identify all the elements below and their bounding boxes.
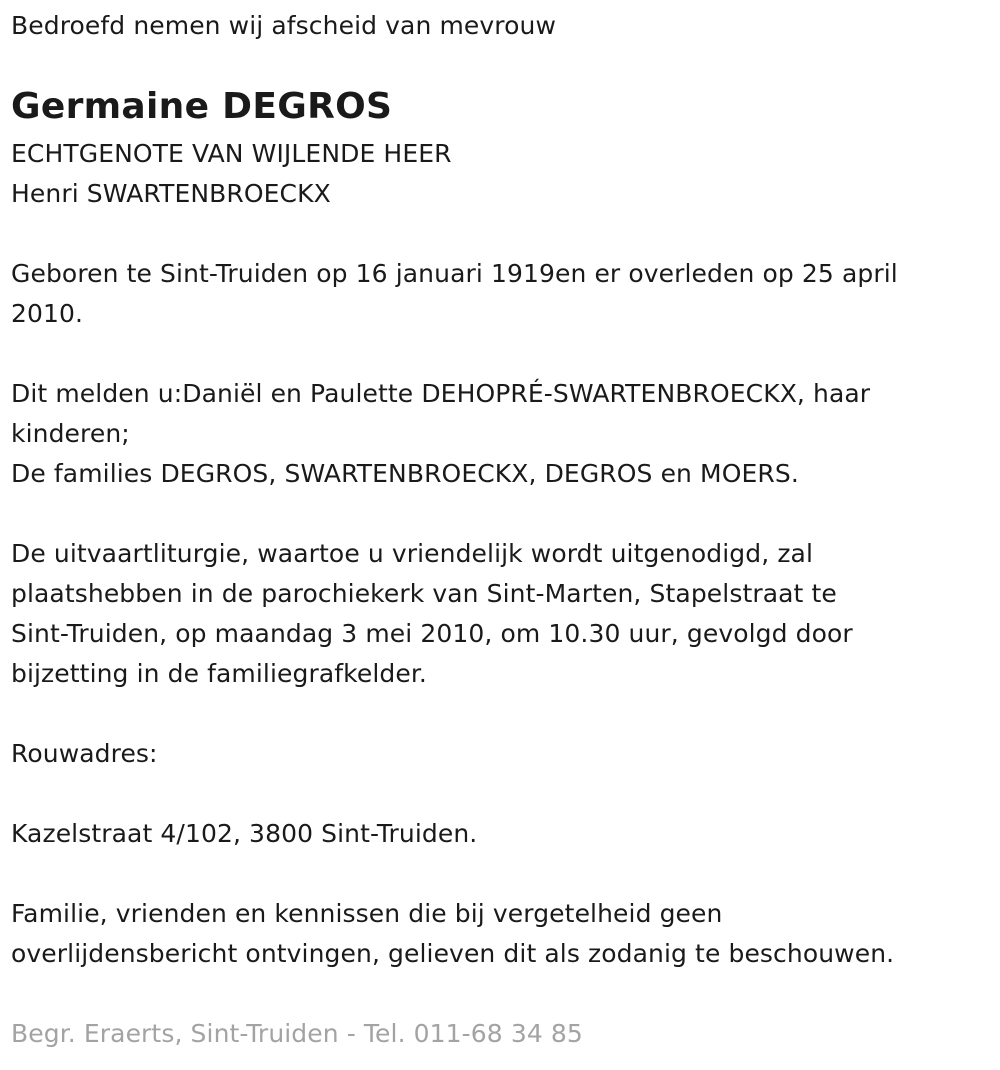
deceased-name: Germaine DEGROS [11,86,393,127]
birth-death-line: Geboren te Sint-Truiden op 16 januari 1919en er overleden op 25 april [11,259,898,288]
announcers-line: De families DEGROS, SWARTENBROECKX, DEGROS en MOERS. [11,459,799,488]
announcers-line: Dit melden u:Daniël en Paulette DEHOPRÉ-SWARTENBROECKX, haar [11,379,871,408]
spouse-name: Henri SWARTENBROECKX [11,179,331,208]
undertaker-footer: Begr. Eraerts, Sint-Truiden - Tel. 011-68 34 85 [11,1019,583,1048]
closing-line: overlijdensbericht ontvingen, gelieven dit als zodanig te beschouwen. [11,939,895,968]
closing-line: Familie, vrienden en kennissen die bij vergetelheid geen [11,899,723,928]
funeral-line: Sint-Truiden, op maandag 3 mei 2010, om 10.30 uur, gevolgd door [11,619,853,648]
funeral-line: plaatshebben in de parochiekerk van Sint-Marten, Stapelstraat te [11,579,837,608]
funeral-line: De uitvaartliturgie, waartoe u vriendelijk wordt uitgenodigd, zal [11,539,814,568]
intro-text: Bedroefd nemen wij afscheid van mevrouw [11,11,556,40]
address-label: Rouwadres: [11,739,158,768]
birth-death-line: 2010. [11,299,84,328]
mourning-address: Kazelstraat 4/102, 3800 Sint-Truiden. [11,819,478,848]
spouse-label: ECHTGENOTE VAN WIJLENDE HEER [11,139,452,168]
announcers-line: kinderen; [11,419,130,448]
funeral-line: bijzetting in de familiegrafkelder. [11,659,427,688]
